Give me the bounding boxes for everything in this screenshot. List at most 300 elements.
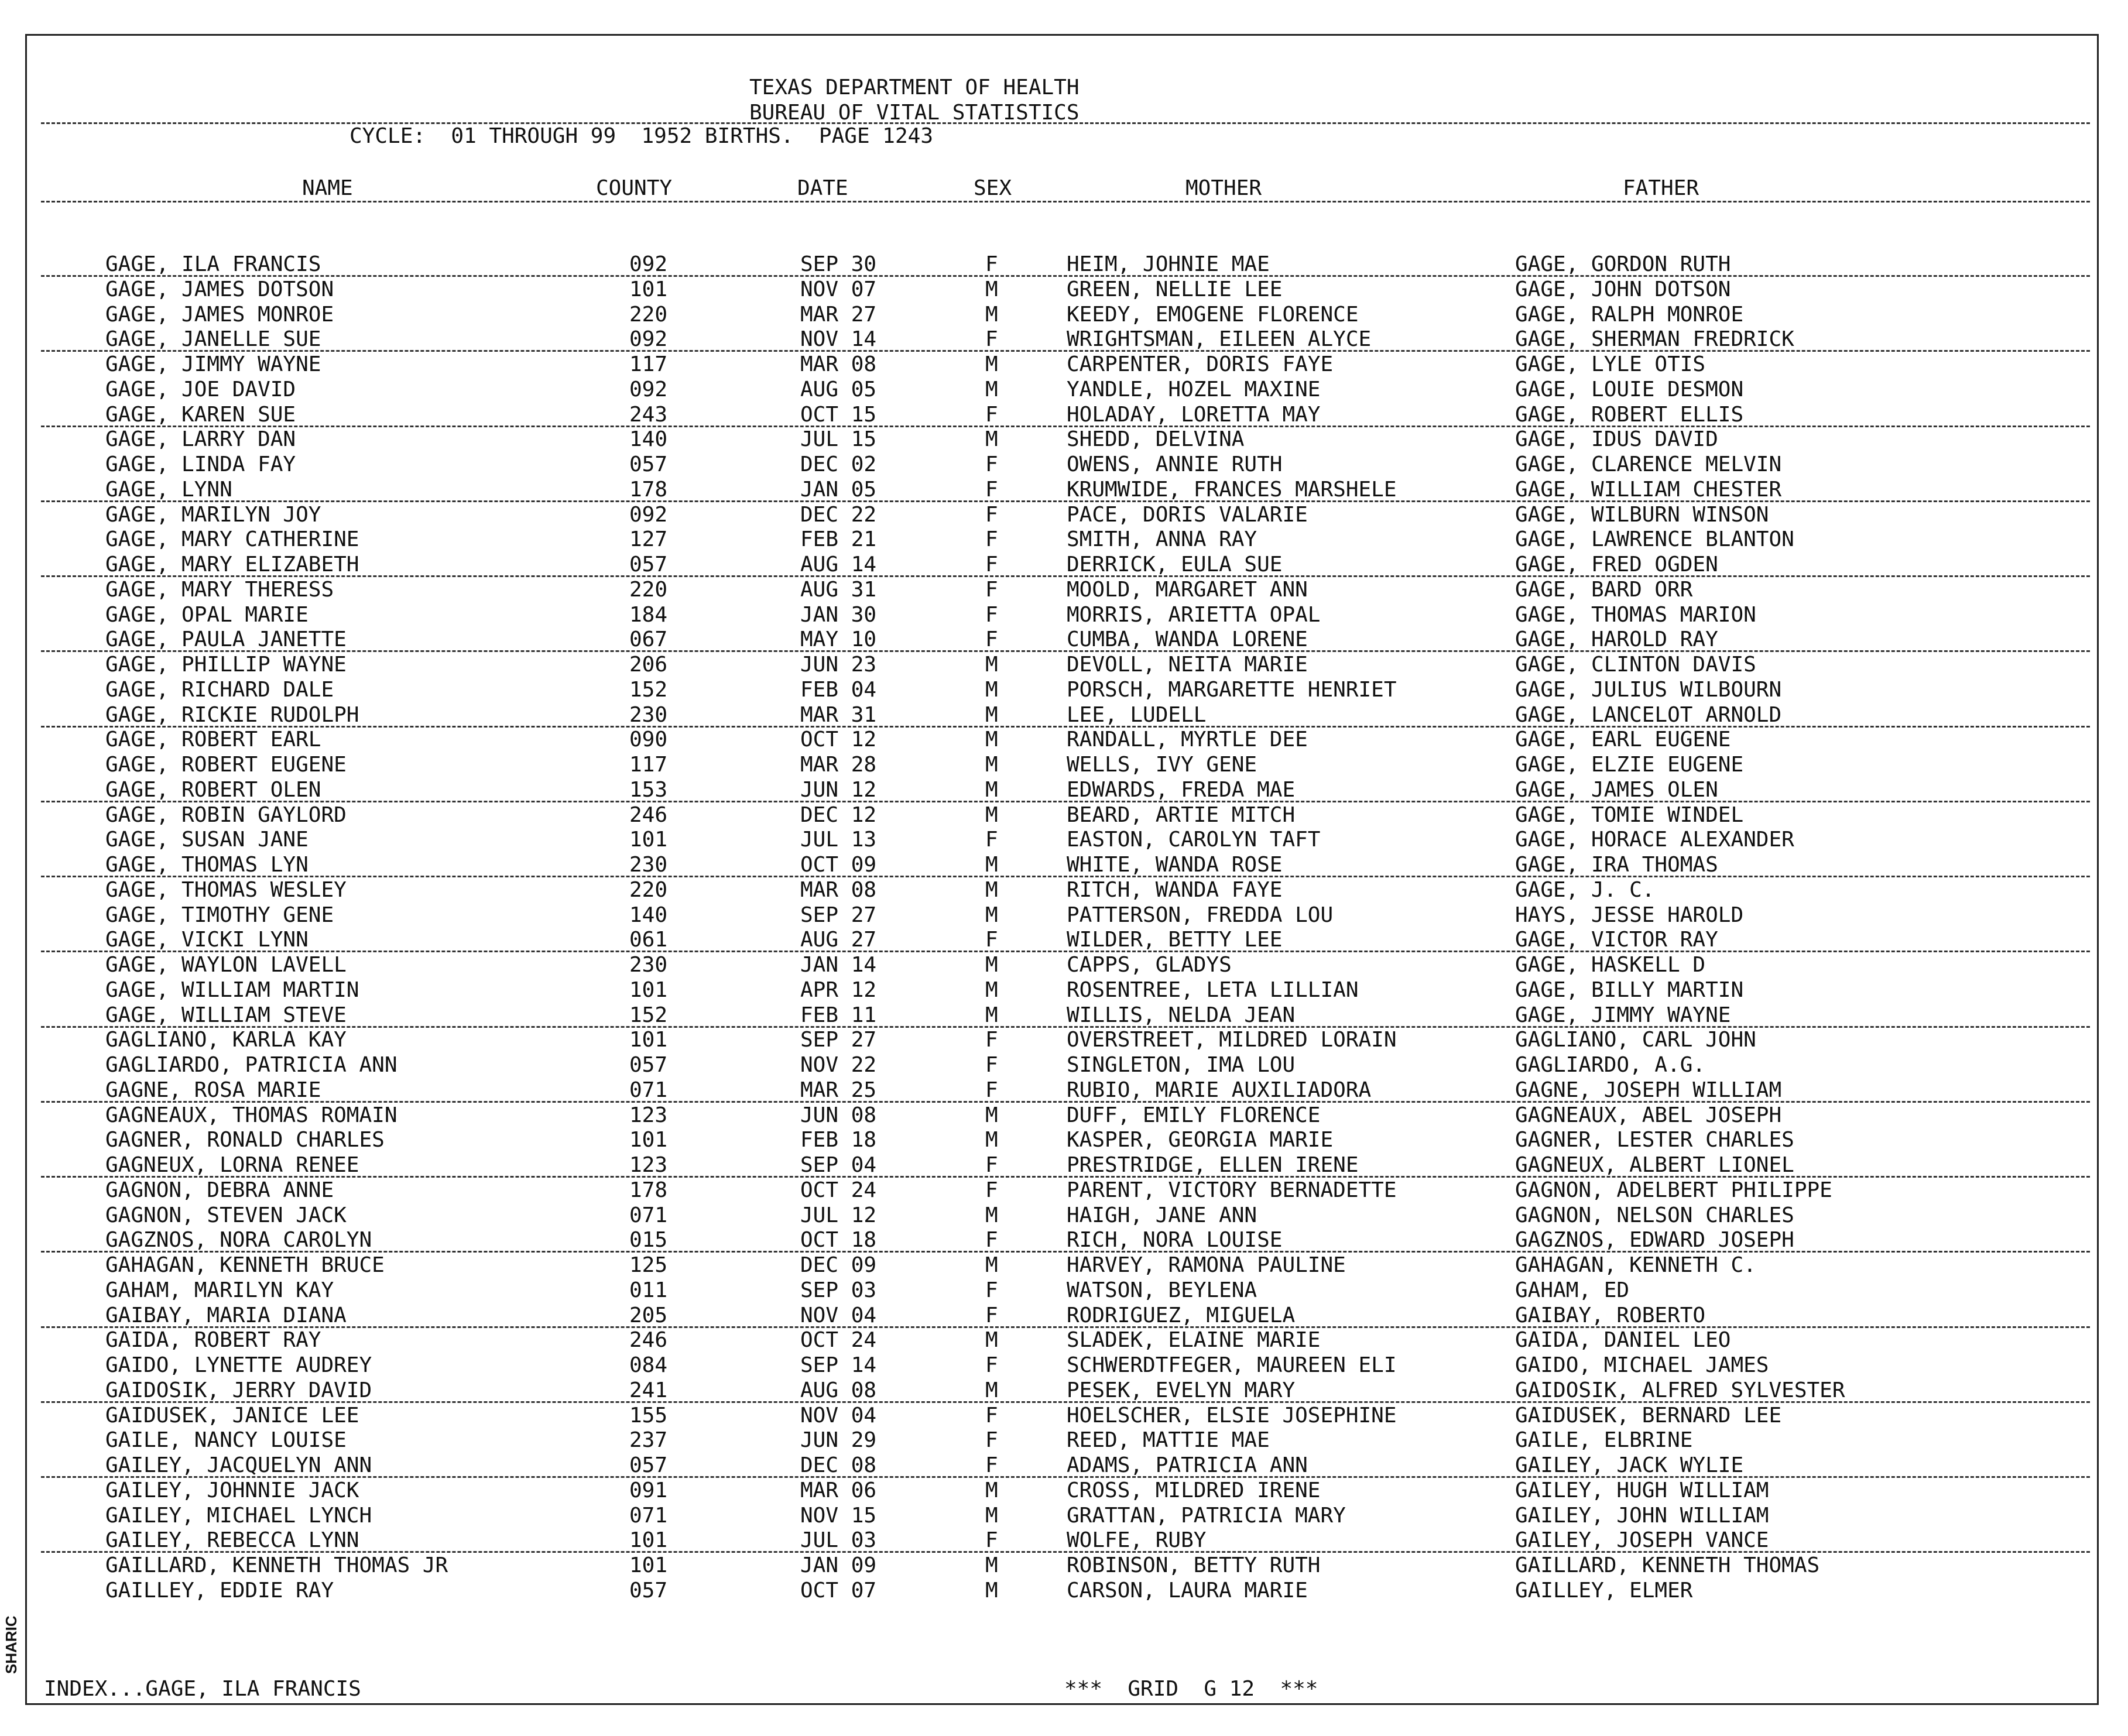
cell-date: NOV 04 (800, 1403, 877, 1428)
cell-date: AUG 08 (800, 1378, 877, 1402)
cell-father: GAGNEAUX, ABEL JOSEPH (1515, 1103, 1782, 1127)
cell-county: 230 (629, 953, 668, 977)
cell-father: GAGE, EARL EUGENE (1515, 728, 1731, 752)
row-group-divider (41, 876, 2090, 877)
cell-county: 184 (629, 602, 668, 627)
cell-name: GAILE, NANCY LOUISE (105, 1428, 347, 1453)
cell-name: GAGE, JANELLE SUE (105, 327, 321, 352)
cell-name: GAGE, ROBERT EARL (105, 728, 321, 752)
cell-date: DEC 12 (800, 802, 877, 827)
cell-date: JAN 09 (800, 1553, 877, 1577)
cell-mother: CARSON, LAURA MARIE (1067, 1578, 1308, 1603)
cell-name: GAGE, LINDA FAY (105, 452, 296, 476)
cell-county: 101 (629, 277, 668, 301)
cell-date: AUG 27 (800, 928, 877, 952)
cell-name: GAGE, PHILLIP WAYNE (105, 653, 347, 677)
cell-date: NOV 04 (800, 1303, 877, 1327)
cell-mother: SCHWERDTFEGER, MAUREEN ELI (1067, 1353, 1397, 1377)
cell-sex: M (985, 877, 998, 902)
cell-father: GAGE, HAROLD RAY (1515, 627, 1718, 652)
cell-father: GAGE, WILBURN WINSON (1515, 502, 1769, 527)
header-line-1: TEXAS DEPARTMENT OF HEALTH (749, 76, 1080, 100)
cell-date: OCT 24 (800, 1178, 877, 1202)
cell-sex: F (985, 1078, 998, 1102)
cell-mother: PRESTRIDGE, ELLEN IRENE (1067, 1153, 1359, 1177)
cell-father: GAGE, JULIUS WILBOURN (1515, 677, 1782, 702)
cell-sex: M (985, 777, 998, 802)
cell-mother: EASTON, CAROLYN TAFT (1067, 828, 1321, 852)
cell-father: GAGE, IRA THOMAS (1515, 853, 1718, 877)
cell-date: NOV 14 (800, 327, 877, 352)
cell-county: 205 (629, 1303, 668, 1327)
cell-name: GAGNEAUX, THOMAS ROMAIN (105, 1103, 397, 1127)
cell-mother: ADAMS, PATRICIA ANN (1067, 1453, 1308, 1477)
cell-name: GAGE, TIMOTHY GENE (105, 903, 334, 927)
cell-date: JUN 29 (800, 1428, 877, 1453)
cell-mother: REED, MATTIE MAE (1067, 1428, 1270, 1453)
cell-father: GAGLIARDO, A.G. (1515, 1053, 1706, 1077)
cell-sex: F (985, 402, 998, 427)
cell-county: 246 (629, 1328, 668, 1353)
cell-date: JAN 05 (800, 477, 877, 502)
cell-date: AUG 31 (800, 577, 877, 602)
cell-county: 220 (629, 577, 668, 602)
cell-mother: RANDALL, MYRTLE DEE (1067, 728, 1308, 752)
cell-date: SEP 27 (800, 1028, 877, 1052)
cell-sex: F (985, 1428, 998, 1453)
cell-sex: M (985, 1478, 998, 1502)
cell-county: 057 (629, 452, 668, 476)
cell-date: DEC 08 (800, 1453, 877, 1477)
cell-date: JAN 30 (800, 602, 877, 627)
cell-mother: KASPER, GEORGIA MARIE (1067, 1128, 1334, 1152)
cell-mother: WATSON, BEYLENA (1067, 1278, 1257, 1302)
cell-sex: F (985, 252, 998, 276)
cell-county: 091 (629, 1478, 668, 1502)
cell-name: GAGLIANO, KARLA KAY (105, 1028, 347, 1052)
cell-name: GAGE, WAYLON LAVELL (105, 953, 347, 977)
cell-father: GAGE, RALPH MONROE (1515, 302, 1744, 327)
cell-sex: M (985, 702, 998, 727)
cell-father: GAGE, WILLIAM CHESTER (1515, 477, 1782, 502)
cell-mother: KEEDY, EMOGENE FLORENCE (1067, 302, 1359, 327)
cell-father: GAGE, JIMMY WAYNE (1515, 1003, 1731, 1027)
cell-county: 237 (629, 1428, 668, 1453)
cell-county: 057 (629, 1578, 668, 1603)
cell-mother: RUBIO, MARIE AUXILIADORA (1067, 1078, 1372, 1102)
cell-father: GAGLIANO, CARL JOHN (1515, 1028, 1756, 1052)
cell-name: GAGE, LYNN (105, 477, 232, 502)
cell-date: FEB 04 (800, 677, 877, 702)
column-header-name: NAME (302, 176, 353, 200)
cell-sex: M (985, 1253, 998, 1277)
cell-mother: CROSS, MILDRED IRENE (1067, 1478, 1321, 1502)
cell-county: 246 (629, 802, 668, 827)
row-group-divider (41, 801, 2090, 802)
cell-county: 206 (629, 653, 668, 677)
cell-name: GAGE, OPAL MARIE (105, 602, 309, 627)
cell-date: AUG 05 (800, 377, 877, 402)
cell-name: GAILLEY, EDDIE RAY (105, 1578, 334, 1603)
row-group-divider (41, 350, 2090, 352)
cell-sex: F (985, 1303, 998, 1327)
cell-mother: CAPPS, GLADYS (1067, 953, 1232, 977)
cell-sex: M (985, 903, 998, 927)
cell-name: GAGE, ROBIN GAYLORD (105, 802, 347, 827)
cell-sex: M (985, 1203, 998, 1227)
cell-father: GAGNEUX, ALBERT LIONEL (1515, 1153, 1794, 1177)
cell-sex: M (985, 302, 998, 327)
cell-name: GAGE, VICKI LYNN (105, 928, 309, 952)
cell-date: NOV 07 (800, 277, 877, 301)
cell-father: GAILLEY, ELMER (1515, 1578, 1693, 1603)
cell-date: MAR 08 (800, 877, 877, 902)
cell-county: 090 (629, 728, 668, 752)
cell-mother: DUFF, EMILY FLORENCE (1067, 1103, 1321, 1127)
row-group-divider (41, 575, 2090, 577)
cell-sex: F (985, 1053, 998, 1077)
cell-date: JUL 12 (800, 1203, 877, 1227)
cell-date: FEB 11 (800, 1003, 877, 1027)
cycle-line: CYCLE: 01 THROUGH 99 1952 BIRTHS. PAGE 1243 (349, 124, 933, 148)
column-header-father: FATHER (1623, 176, 1699, 200)
cell-name: GAGE, JOE DAVID (105, 377, 296, 402)
cell-father: GAGNE, JOSEPH WILLIAM (1515, 1078, 1782, 1102)
cell-mother: YANDLE, HOZEL MAXINE (1067, 377, 1321, 402)
cell-mother: HOELSCHER, ELSIE JOSEPHINE (1067, 1403, 1397, 1428)
cell-mother: WOLFE, RUBY (1067, 1528, 1207, 1553)
row-group-divider (41, 1476, 2090, 1478)
cell-date: MAR 28 (800, 753, 877, 777)
cell-sex: M (985, 853, 998, 877)
row-group-divider (41, 1026, 2090, 1028)
cell-mother: OVERSTREET, MILDRED LORAIN (1067, 1028, 1397, 1052)
cell-county: 140 (629, 427, 668, 452)
cell-father: GAGE, GORDON RUTH (1515, 252, 1731, 276)
cell-date: SEP 03 (800, 1278, 877, 1302)
cell-mother: WILDER, BETTY LEE (1067, 928, 1283, 952)
cell-mother: PATTERSON, FREDDA LOU (1067, 903, 1334, 927)
cell-name: GAGE, ROBERT OLEN (105, 777, 321, 802)
cell-name: GAGE, RICKIE RUDOLPH (105, 702, 359, 727)
cell-father: GAGE, VICTOR RAY (1515, 928, 1718, 952)
cell-date: MAR 27 (800, 302, 877, 327)
cell-sex: F (985, 1178, 998, 1202)
cell-mother: RITCH, WANDA FAYE (1067, 877, 1283, 902)
cell-county: 092 (629, 327, 668, 352)
cell-father: GAGE, FRED OGDEN (1515, 553, 1718, 577)
cell-county: 123 (629, 1103, 668, 1127)
cell-father: GAGE, LYLE OTIS (1515, 352, 1706, 376)
cell-date: OCT 18 (800, 1228, 877, 1253)
cell-sex: F (985, 1353, 998, 1377)
cell-county: 057 (629, 1053, 668, 1077)
cell-mother: ROBINSON, BETTY RUTH (1067, 1553, 1321, 1577)
cell-father: GAGE, BARD ORR (1515, 577, 1693, 602)
cell-name: GAGE, MARY CATHERINE (105, 527, 359, 552)
cell-county: 071 (629, 1203, 668, 1227)
cell-father: GAGNER, LESTER CHARLES (1515, 1128, 1794, 1152)
row-group-divider (41, 1176, 2090, 1178)
cell-sex: F (985, 828, 998, 852)
cell-county: 152 (629, 1003, 668, 1027)
cell-sex: M (985, 977, 998, 1002)
cell-mother: GREEN, NELLIE LEE (1067, 277, 1283, 301)
cell-county: 140 (629, 903, 668, 927)
cell-father: GAILEY, JOSEPH VANCE (1515, 1528, 1769, 1553)
cell-name: GAGNER, RONALD CHARLES (105, 1128, 385, 1152)
cell-father: GAIDOSIK, ALFRED SYLVESTER (1515, 1378, 1845, 1402)
cell-mother: DEVOLL, NEITA MARIE (1067, 653, 1308, 677)
cell-sex: M (985, 802, 998, 827)
cell-sex: F (985, 1453, 998, 1477)
cell-date: JUL 13 (800, 828, 877, 852)
row-group-divider (41, 500, 2090, 502)
cell-sex: F (985, 1228, 998, 1253)
cell-sex: M (985, 653, 998, 677)
cell-county: 220 (629, 877, 668, 902)
cell-sex: M (985, 728, 998, 752)
cell-name: GAILLARD, KENNETH THOMAS JR (105, 1553, 448, 1577)
cell-county: 071 (629, 1078, 668, 1102)
cell-sex: F (985, 553, 998, 577)
cell-mother: HAIGH, JANE ANN (1067, 1203, 1257, 1227)
cell-date: MAR 31 (800, 702, 877, 727)
cell-father: GAGE, J. C. (1515, 877, 1655, 902)
cell-name: GAGE, LARRY DAN (105, 427, 296, 452)
cell-father: GAGNON, NELSON CHARLES (1515, 1203, 1794, 1227)
row-group-divider (41, 1101, 2090, 1103)
cell-sex: F (985, 527, 998, 552)
cell-father: GAGE, ROBERT ELLIS (1515, 402, 1744, 427)
cell-father: GAGE, LOUIE DESMON (1515, 377, 1744, 402)
cell-name: GAGE, MARY ELIZABETH (105, 553, 359, 577)
cell-name: GAIBAY, MARIA DIANA (105, 1303, 347, 1327)
cell-father: GAILEY, HUGH WILLIAM (1515, 1478, 1769, 1502)
cell-date: JUL 15 (800, 427, 877, 452)
cell-father: GAILLARD, KENNETH THOMAS (1515, 1553, 1820, 1577)
cell-date: DEC 02 (800, 452, 877, 476)
header-line-2: BUREAU OF VITAL STATISTICS (749, 101, 1080, 125)
cell-county: 092 (629, 502, 668, 527)
cell-date: APR 12 (800, 977, 877, 1002)
cell-father: GAGE, ELZIE EUGENE (1515, 753, 1744, 777)
cell-father: GAILE, ELBRINE (1515, 1428, 1693, 1453)
cell-name: GAGNE, ROSA MARIE (105, 1078, 321, 1102)
cell-date: DEC 09 (800, 1253, 877, 1277)
cell-father: GAGE, LAWRENCE BLANTON (1515, 527, 1794, 552)
cell-date: SEP 30 (800, 252, 877, 276)
cell-father: HAYS, JESSE HAROLD (1515, 903, 1744, 927)
cell-mother: PORSCH, MARGARETTE HENRIET (1067, 677, 1397, 702)
cell-mother: MORRIS, ARIETTA OPAL (1067, 602, 1321, 627)
column-header-county: COUNTY (596, 176, 673, 200)
cell-name: GAGE, JIMMY WAYNE (105, 352, 321, 376)
cell-county: 015 (629, 1228, 668, 1253)
cell-date: JUL 03 (800, 1528, 877, 1553)
cell-sex: M (985, 427, 998, 452)
cell-mother: PACE, DORIS VALARIE (1067, 502, 1308, 527)
cell-date: FEB 21 (800, 527, 877, 552)
cell-mother: SMITH, ANNA RAY (1067, 527, 1257, 552)
cell-county: 230 (629, 853, 668, 877)
cell-county: 230 (629, 702, 668, 727)
cell-sex: F (985, 928, 998, 952)
cell-county: 127 (629, 527, 668, 552)
cell-father: GAGE, CLINTON DAVIS (1515, 653, 1756, 677)
cell-county: 152 (629, 677, 668, 702)
cell-date: MAR 06 (800, 1478, 877, 1502)
cell-mother: ROSENTREE, LETA LILLIAN (1067, 977, 1359, 1002)
column-header-sex: SEX (974, 176, 1012, 200)
cell-name: GAHAGAN, KENNETH BRUCE (105, 1253, 385, 1277)
cell-sex: F (985, 1278, 998, 1302)
cell-sex: F (985, 477, 998, 502)
cell-name: GAGE, MARY THERESS (105, 577, 334, 602)
cell-name: GAILEY, MICHAEL LYNCH (105, 1503, 372, 1528)
cell-mother: SINGLETON, IMA LOU (1067, 1053, 1296, 1077)
cell-name: GAIDA, ROBERT RAY (105, 1328, 321, 1353)
cell-father: GAGE, IDUS DAVID (1515, 427, 1718, 452)
cell-sex: F (985, 1153, 998, 1177)
cell-sex: F (985, 1403, 998, 1428)
cell-mother: CUMBA, WANDA LORENE (1067, 627, 1308, 652)
cell-name: GAGLIARDO, PATRICIA ANN (105, 1053, 397, 1077)
header-divider (41, 122, 2090, 124)
cell-name: GAGE, PAULA JANETTE (105, 627, 347, 652)
cell-county: 101 (629, 1028, 668, 1052)
cell-sex: M (985, 352, 998, 376)
cell-sex: F (985, 1028, 998, 1052)
row-group-divider (41, 1326, 2090, 1328)
cell-mother: WILLIS, NELDA JEAN (1067, 1003, 1296, 1027)
cell-mother: SLADEK, ELAINE MARIE (1067, 1328, 1321, 1353)
cell-date: MAY 10 (800, 627, 877, 652)
cell-name: GAHAM, MARILYN KAY (105, 1278, 334, 1302)
cell-name: GAGZNOS, NORA CAROLYN (105, 1228, 372, 1253)
footer-grid: *** GRID G 12 *** (1064, 1677, 1318, 1701)
cell-name: GAGE, JAMES DOTSON (105, 277, 334, 301)
cell-county: 243 (629, 402, 668, 427)
cell-father: GAHAGAN, KENNETH C. (1515, 1253, 1756, 1277)
row-group-divider (41, 1401, 2090, 1403)
cell-county: 084 (629, 1353, 668, 1377)
cell-father: GAGE, SHERMAN FREDRICK (1515, 327, 1794, 352)
cell-sex: M (985, 677, 998, 702)
cell-name: GAIDUSEK, JANICE LEE (105, 1403, 359, 1428)
row-group-divider (41, 1251, 2090, 1253)
cell-sex: M (985, 1503, 998, 1528)
cell-father: GAGE, CLARENCE MELVIN (1515, 452, 1782, 476)
cell-father: GAIDUSEK, BERNARD LEE (1515, 1403, 1782, 1428)
cell-sex: M (985, 1003, 998, 1027)
cell-father: GAIDO, MICHAEL JAMES (1515, 1353, 1769, 1377)
cell-mother: GRATTAN, PATRICIA MARY (1067, 1503, 1346, 1528)
cell-father: GAHAM, ED (1515, 1278, 1630, 1302)
cell-father: GAILEY, JOHN WILLIAM (1515, 1503, 1769, 1528)
cell-mother: PARENT, VICTORY BERNADETTE (1067, 1178, 1397, 1202)
cell-father: GAILEY, JACK WYLIE (1515, 1453, 1744, 1477)
cell-name: GAGE, THOMAS LYN (105, 853, 309, 877)
cell-name: GAGE, ILA FRANCIS (105, 252, 321, 276)
cell-father: GAGE, TOMIE WINDEL (1515, 802, 1744, 827)
cell-sex: M (985, 277, 998, 301)
cell-date: OCT 09 (800, 853, 877, 877)
cell-name: GAGE, THOMAS WESLEY (105, 877, 347, 902)
cell-father: GAGE, JOHN DOTSON (1515, 277, 1731, 301)
cell-date: OCT 24 (800, 1328, 877, 1353)
cell-mother: SHEDD, DELVINA (1067, 427, 1245, 452)
cell-mother: HARVEY, RAMONA PAULINE (1067, 1253, 1346, 1277)
cell-county: 123 (629, 1153, 668, 1177)
column-header-divider (41, 201, 2090, 203)
cell-sex: F (985, 452, 998, 476)
cell-sex: F (985, 1528, 998, 1553)
footer-index: INDEX...GAGE, ILA FRANCIS (44, 1677, 361, 1701)
cell-county: 101 (629, 1528, 668, 1553)
cell-mother: CARPENTER, DORIS FAYE (1067, 352, 1334, 376)
cell-sex: M (985, 1128, 998, 1152)
cell-date: JAN 14 (800, 953, 877, 977)
cell-father: GAGNON, ADELBERT PHILIPPE (1515, 1178, 1832, 1202)
row-group-divider (41, 1551, 2090, 1553)
cell-name: GAGE, RICHARD DALE (105, 677, 334, 702)
cell-sex: M (985, 1553, 998, 1577)
cell-date: OCT 07 (800, 1578, 877, 1603)
cell-sex: F (985, 602, 998, 627)
cell-sex: M (985, 953, 998, 977)
cell-name: GAIDOSIK, JERRY DAVID (105, 1378, 372, 1402)
cell-county: 178 (629, 1178, 668, 1202)
cell-mother: LEE, LUDELL (1067, 702, 1207, 727)
cell-father: GAGE, LANCELOT ARNOLD (1515, 702, 1782, 727)
cell-name: GAGE, SUSAN JANE (105, 828, 309, 852)
cell-mother: RICH, NORA LOUISE (1067, 1228, 1283, 1253)
cell-date: DEC 22 (800, 502, 877, 527)
cell-mother: PESEK, EVELYN MARY (1067, 1378, 1296, 1402)
cell-county: 101 (629, 1128, 668, 1152)
cell-county: 011 (629, 1278, 668, 1302)
cell-sex: M (985, 1103, 998, 1127)
cell-date: SEP 27 (800, 903, 877, 927)
cell-sex: M (985, 1328, 998, 1353)
cell-mother: RODRIGUEZ, MIGUELA (1067, 1303, 1296, 1327)
cell-date: FEB 18 (800, 1128, 877, 1152)
column-header-mother: MOTHER (1185, 176, 1262, 200)
cell-date: AUG 14 (800, 553, 877, 577)
cell-date: OCT 15 (800, 402, 877, 427)
cell-date: JUN 23 (800, 653, 877, 677)
cell-father: GAIDA, DANIEL LEO (1515, 1328, 1731, 1353)
cell-date: NOV 15 (800, 1503, 877, 1528)
cell-mother: HOLADAY, LORETTA MAY (1067, 402, 1321, 427)
cell-name: GAILEY, JACQUELYN ANN (105, 1453, 372, 1477)
cell-sex: F (985, 627, 998, 652)
cell-name: GAGE, ROBERT EUGENE (105, 753, 347, 777)
cell-date: JUN 08 (800, 1103, 877, 1127)
cell-mother: WHITE, WANDA ROSE (1067, 853, 1283, 877)
cell-date: JUN 12 (800, 777, 877, 802)
cell-date: SEP 14 (800, 1353, 877, 1377)
cell-county: 153 (629, 777, 668, 802)
cell-sex: F (985, 502, 998, 527)
cell-name: GAGE, KAREN SUE (105, 402, 296, 427)
cell-mother: WRIGHTSMAN, EILEEN ALYCE (1067, 327, 1372, 352)
cell-county: 092 (629, 252, 668, 276)
cell-date: OCT 12 (800, 728, 877, 752)
cell-sex: M (985, 753, 998, 777)
cell-county: 101 (629, 1553, 668, 1577)
